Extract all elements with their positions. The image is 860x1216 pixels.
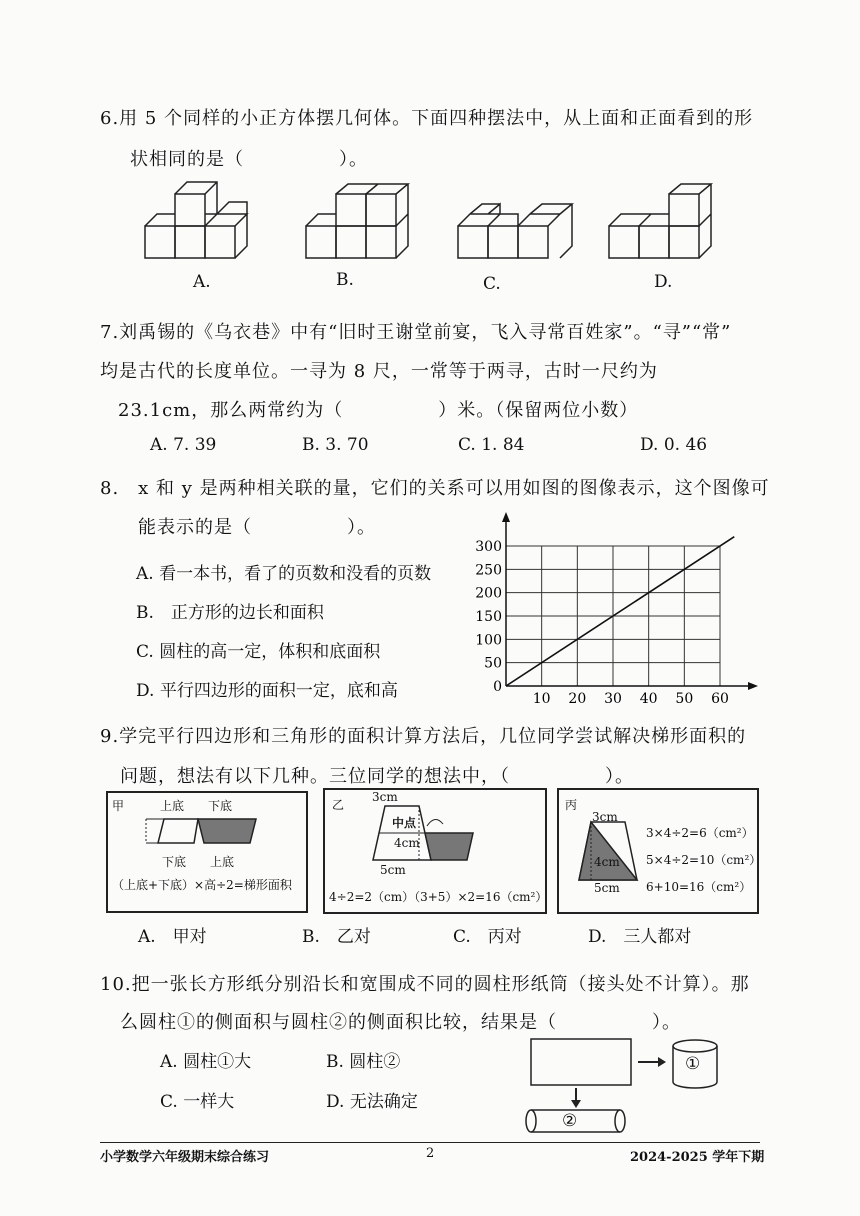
q9-yi-formula: 4÷2=2（cm）（3+5）×2=16（cm²）: [329, 890, 548, 904]
page-number: 2: [426, 1146, 435, 1161]
footer-term: 2024-2025 学年下期: [630, 1150, 765, 1165]
q7-option-a: A. 7. 39: [150, 435, 217, 455]
y-tick-label: 200: [475, 585, 502, 602]
q8-graph: [470, 510, 760, 710]
q8-option-a: A. 看一本书，看了的页数和没看的页数: [136, 564, 432, 584]
x-tick-label: 30: [604, 691, 622, 707]
q8-option-d: D. 平行四边形的面积一定，底和高: [136, 681, 398, 701]
q10-diagram: [520, 1030, 720, 1140]
x-tick-label: 20: [568, 691, 587, 707]
q10-line2: 么圆柱①的侧面积与圆柱②的侧面积比较，结果是（ ）。: [120, 1012, 681, 1033]
y-tick-label: 150: [475, 609, 502, 625]
q9-bing-f1: 3×4÷2=6（cm²）: [646, 826, 754, 840]
arrow-down-icon: [571, 1088, 581, 1108]
q9-option-b: B. 乙对: [302, 927, 371, 947]
y-tick-label: 0: [493, 679, 502, 695]
q7-option-c: C. 1. 84: [458, 435, 525, 455]
footer-title: 小学数学六年级期末综合练习: [100, 1150, 270, 1165]
q8-option-c: C. 圆柱的高一定，体积和底面积: [136, 642, 381, 662]
q6-label-d: D.: [654, 272, 673, 292]
q9-jia-bot2: 上底: [210, 855, 235, 869]
q9-yi-bottom: 5cm: [380, 863, 406, 877]
q9-jia-bot1: 下底: [162, 855, 187, 869]
q9-yi-mid: 中点: [392, 816, 417, 830]
q10-option-c: C. 一样大: [160, 1092, 235, 1112]
series-line: [506, 537, 734, 686]
q9-jia-top2: 下底: [208, 799, 233, 813]
q7-option-d: D. 0. 46: [640, 435, 708, 455]
x-axis-arrow: [748, 682, 758, 690]
q9-jia-formula: （上底+下底）×高÷2=梯形面积: [112, 878, 292, 892]
footer-rule: [100, 1142, 760, 1143]
q9-option-c: C. 丙对: [453, 927, 522, 947]
arrow-right-icon: [638, 1057, 666, 1067]
cylinder-1-label: ①: [685, 1054, 701, 1074]
q9-yi-top: 3cm: [372, 790, 398, 804]
q6-label-b: B.: [336, 270, 354, 290]
q10-option-a: A. 圆柱①大: [160, 1052, 252, 1072]
y-tick-label: 250: [475, 562, 502, 579]
q7-option-b: B. 3. 70: [302, 435, 369, 455]
q9-jia-top1: 上底: [160, 799, 185, 813]
q10-option-b: B. 圆柱②: [326, 1052, 401, 1072]
q7-line3: 23.1cm，那么两常约为（ ）米。（保留两位小数）: [118, 400, 639, 421]
cylinder-2-label: ②: [562, 1111, 578, 1131]
q6-label-c: C.: [483, 274, 501, 294]
x-tick-label: 50: [675, 691, 694, 707]
q6-label-a: A.: [193, 272, 211, 292]
y-tick-label: 100: [475, 632, 502, 649]
q9-bing-f3: 6+10=16（cm²）: [646, 880, 752, 894]
q9-bing-name: 丙: [565, 798, 578, 812]
q9-option-a: A. 甲对: [138, 927, 207, 947]
y-tick-label: 50: [484, 655, 502, 672]
q6-line1: 6.用 5 个同样的小正方体摆几何体。下面四种摆法中，从上面和正面看到的形: [100, 108, 754, 129]
x-tick-label: 60: [711, 691, 729, 707]
x-tick-label: 10: [532, 691, 551, 707]
q10-option-d: D. 无法确定: [326, 1092, 418, 1112]
q10-line1: 10.把一张长方形纸分别沿长和宽围成不同的圆柱形纸筒（接头处不计算）。那: [100, 974, 750, 995]
q9-bing-bottom: 5cm: [594, 881, 620, 895]
cube-figure-c: [458, 204, 572, 258]
q9-bing-h: 4cm: [594, 855, 620, 869]
y-axis-arrow: [502, 512, 510, 522]
y-tick-label: 300: [475, 539, 502, 555]
q9-line1: 9.学完平行四边形和三角形的面积计算方法后，几位同学尝试解决梯形面积的: [100, 726, 747, 747]
q9-bing-f2: 5×4÷2=10（cm²）: [646, 853, 762, 867]
q9-yi-name: 乙: [332, 798, 345, 812]
trapezoid-jia: [106, 791, 306, 911]
q6-line2: 状相同的是（ ）。: [130, 149, 368, 170]
q8-line1: 8. x 和 y 是两种相关联的量，它们的关系可以用如图的图像表示，这个图像可: [100, 478, 770, 499]
q8-line2: 能表示的是（ ）。: [138, 517, 376, 538]
q9-jia-name: 甲: [112, 799, 125, 813]
q9-line2: 问题，想法有以下几种。三位同学的想法中，（ ）。: [120, 766, 634, 787]
cube-figure-d: [609, 184, 711, 258]
cube-figure-b: [306, 184, 408, 258]
q9-option-d: D. 三人都对: [588, 927, 692, 947]
cube-figure-a: [145, 182, 247, 258]
q7-line2: 均是古代的长度单位。一寻为 8 尺，一常等于两寻，古时一尺约为: [100, 361, 658, 382]
paper-rectangle: [531, 1039, 631, 1085]
q9-yi-h: 4cm: [394, 836, 420, 850]
x-tick-label: 40: [639, 691, 658, 707]
q8-option-b: B. 正方形的边长和面积: [136, 603, 324, 623]
q7-line1: 7.刘禹锡的《乌衣巷》中有“旧时王谢堂前宴，飞入寻常百姓家”。“寻”“常”: [100, 322, 732, 343]
q9-bing-top: 3cm: [592, 810, 618, 824]
